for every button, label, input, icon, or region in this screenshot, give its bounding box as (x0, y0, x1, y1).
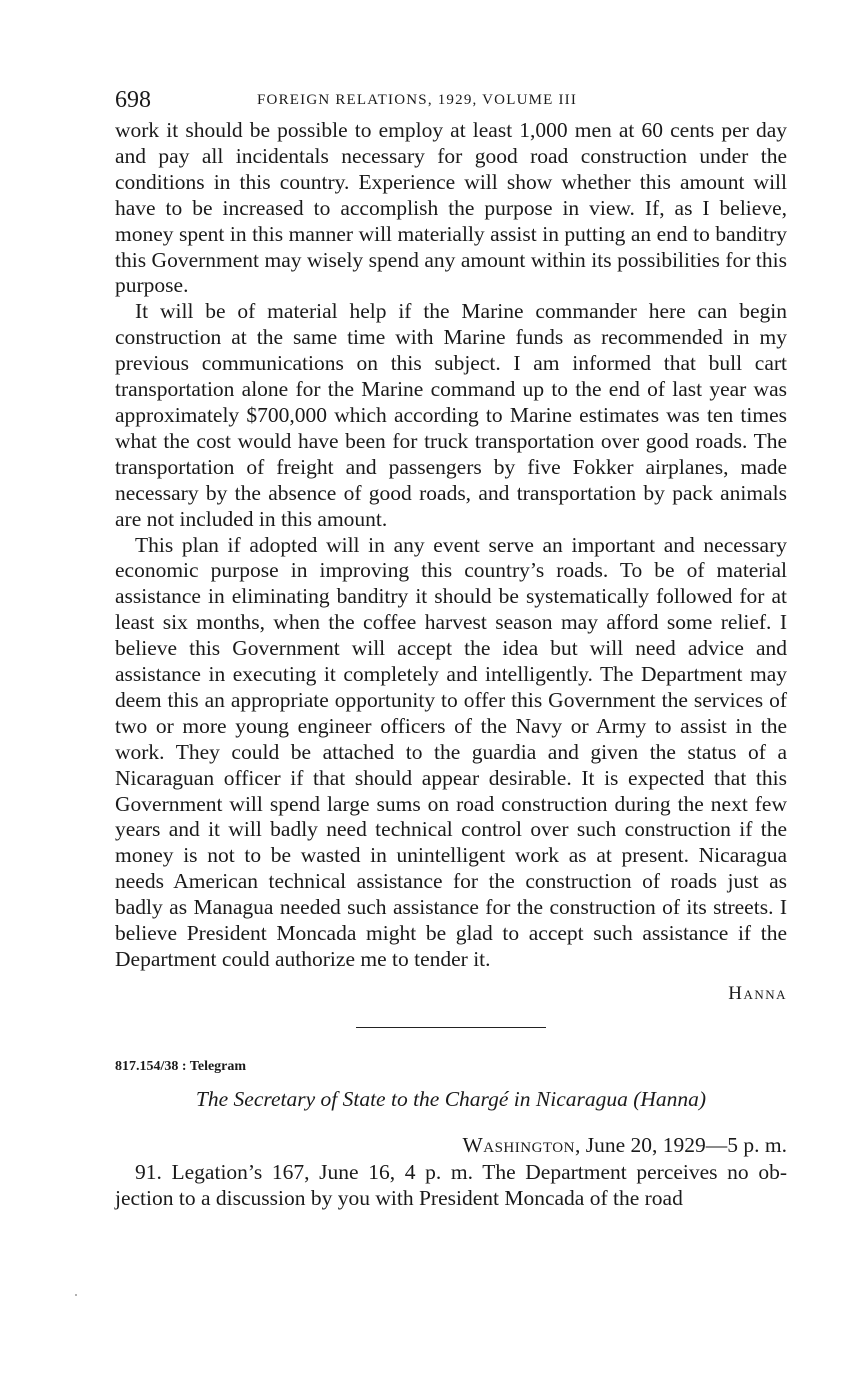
file-reference: 817.154/38 : Telegram (115, 1058, 247, 1074)
running-title: FOREIGN RELATIONS, 1929, VOLUME III (257, 92, 578, 108)
dateline-place: Washington (462, 1132, 575, 1157)
running-head (115, 86, 787, 116)
document-page (115, 86, 787, 1212)
paragraph-marine-funds: It will be of material help if the Marine commander here can begin construction at the same time with Marine funds as recommended in my previous communications on this subject. I am informed that bull cart transportation alone for the Marine command up to the end of last year was approximately $700,000 which according to Marine estimates was ten times what the cost would have been for truck transportation over good roads. The transportation of freight and passengers by five Fokker airplanes, made necessary by the absence of good roads, and transportation by pack animals are not included in this amount. (115, 299, 787, 531)
document-title: The Secretary of State to the Chargé in Nicaragua (Hanna) (195, 1086, 707, 1111)
telegram-text: 91. Legation’s 167, June 16, 4 p. m. The Department perceives no objection to a discussion by you with President Moncada of the road (115, 1159, 787, 1210)
signature: Hanna (728, 982, 787, 1004)
section-divider (356, 1027, 546, 1028)
dateline-date: , June 20, 1929—5 p. m. (574, 1132, 787, 1157)
paragraph-plan: This plan if adopted will in any event serve an important and necessary economic purpose in improving this country’s roads. To be of material assistance in eliminating banditry it should be systematically followed for at least six months, when the coffee harvest season may afford some relief. I believe this Government will accept the idea but will need advice and assistance in executing it completely and intelligently. The Department may deem this an appropriate opportunity to offer this Government the services of two or more young engineer officers of the Navy or Army to assist in the work. They could be attached to the guardia and given the status of a Nicaraguan officer if that should appear desirable. It is expected that this Government will spend large sums on road construction during the next few years and it will badly need technical control over such construction if the money is not to be wasted in unintelligent work as at present. Nicaragua needs American technical assistance for the construction of roads just as badly as Managua needed such assistance for the construction of its streets. I believe President Moncada might be glad to accept such assistance if the Department could authorize me to tender it. (115, 532, 787, 971)
page-number: 698 (115, 87, 151, 113)
dateline (115, 1132, 787, 1158)
paragraph-continuation: work it should be possible to employ at least 1,000 men at 60 cents per day and pay all incidentals necessary for good road construction under the conditions in this country. Experience will show whether this amount will have to be increased to accomplish the purpose in view. If, as I believe, money spent in this manner will materially assist in putting an end to banditry this Government may wisely spend any amount within its possibilities for this purpose. (115, 118, 787, 298)
scan-speck (75, 1294, 77, 1296)
